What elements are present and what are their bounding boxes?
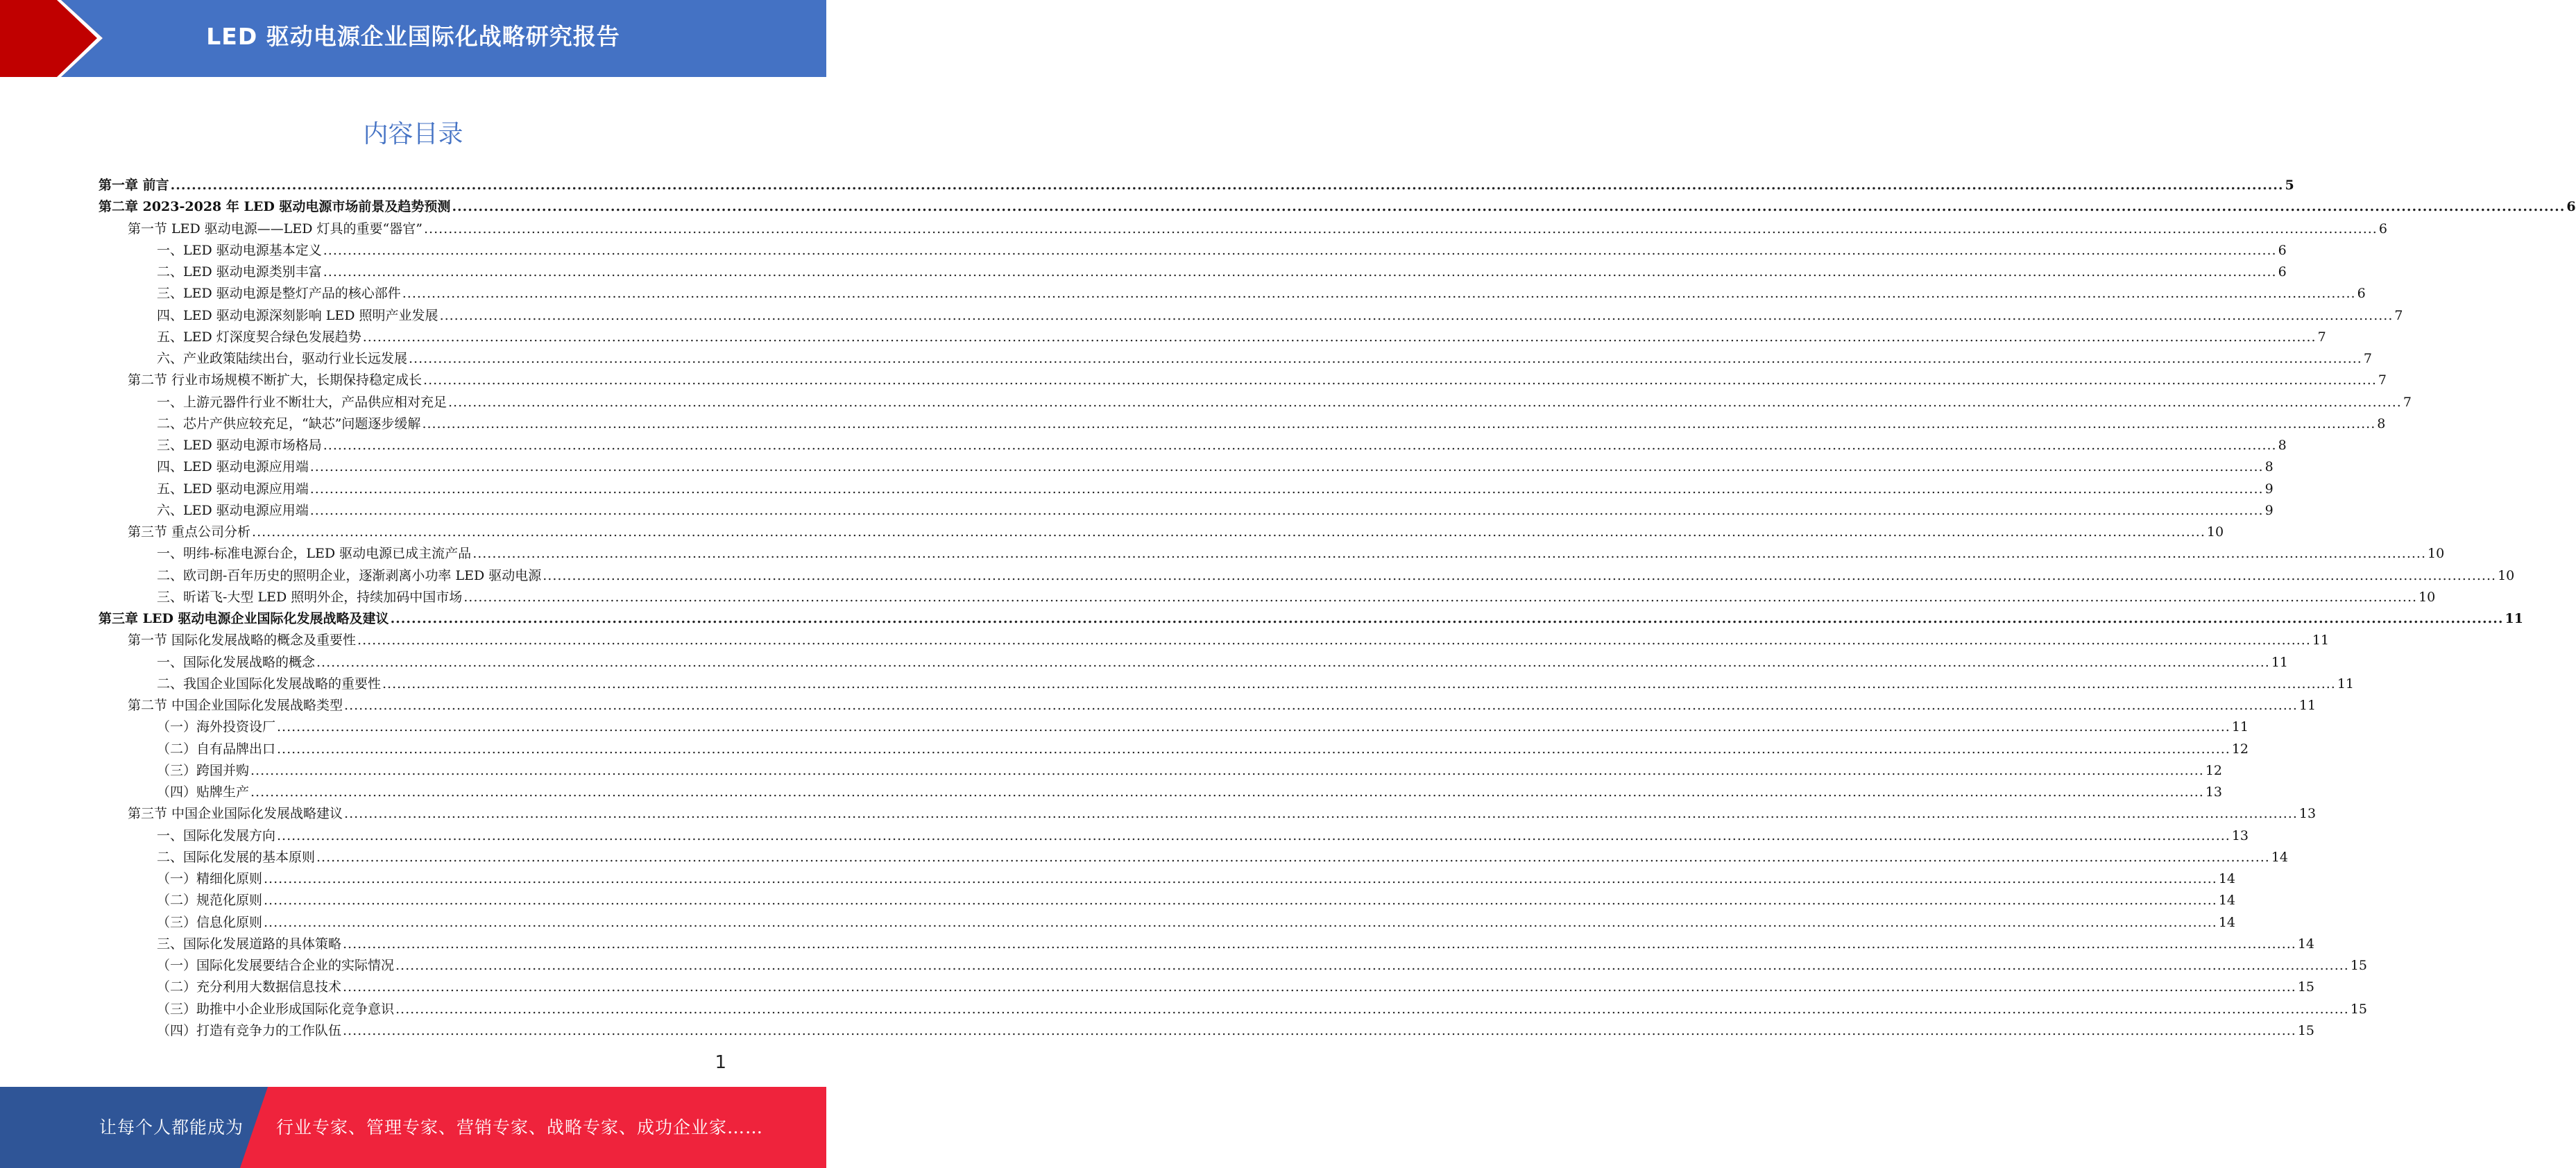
toc-entry-title: 二、欧司朗-百年历史的照明企业，逐渐剥离小功率 LED 驱动电源 [157,567,542,583]
toc-entry-page: 15 [2350,1001,2368,1017]
toc-entry[interactable] [99,652,2289,673]
toc-entry[interactable] [99,803,2317,825]
toc-entry[interactable] [99,283,2366,304]
toc-entry-title: （二）自有品牌出口 [157,741,276,757]
toc-entry-page: 9 [2264,481,2274,497]
toc-entry-title: 五、LED 驱动电源应用端 [157,481,309,497]
toc-entry-title: 二、芯片产供应较充足，“缺芯”问题逐步缓解 [157,415,421,431]
toc-entry-page: 6 [2566,199,2576,215]
toc-entry-title: （一）精细化原则 [157,871,263,886]
toc-leader-dots: ................................................................................................................................................................................................................................................................................................................................................................................................................ [343,1022,2296,1038]
footer-slogan-left: 让每个人都能成为 [99,1117,244,1137]
toc-leader-dots: ................................................................................................................................................................................................................................................................................................................................................................................................................ [382,676,2336,692]
toc-entry-title: 一、国际化发展战略的概念 [157,654,316,670]
toc-entry-page: 7 [2363,351,2372,366]
toc-entry[interactable] [99,543,2445,565]
toc-leader-dots: ................................................................................................................................................................................................................................................................................................................................................................................................................ [409,351,2362,366]
toc-entry-title: 第三章 LED 驱动电源企业国际化发展战略及建议 [99,611,389,626]
toc-leader-dots: ................................................................................................................................................................................................................................................................................................................................................................................................................ [422,415,2376,431]
toc-leader-dots: ................................................................................................................................................................................................................................................................................................................................................................................................................ [463,589,2418,605]
toc-entry-page: 10 [2206,524,2224,540]
toc-entry[interactable] [99,739,2249,760]
toc-heading: 内容目录 [363,120,463,148]
toc-entry[interactable] [99,1020,2315,1042]
toc-entry-page: 12 [2205,762,2223,778]
toc-leader-dots: ................................................................................................................................................................................................................................................................................................................................................................................................................ [264,914,2217,930]
toc-entry-page: 13 [2231,827,2249,843]
toc-entry-title: 第一节 国际化发展战略的概念及重要性 [128,633,357,649]
toc-entry-title: 六、产业政策陆续出台，驱动行业长远发展 [157,351,408,366]
toc-entry-page: 6 [2357,286,2366,302]
toc-entry-title: 第三节 中国企业国际化发展战略建议 [128,806,343,822]
toc-entry[interactable] [99,261,2287,283]
toc-entry-page: 9 [2264,502,2274,518]
toc-entry-title: 三、LED 驱动电源是整灯产品的核心部件 [157,286,401,302]
toc-entry[interactable] [99,782,2223,803]
toc-entry-title: 三、昕诺飞-大型 LED 照明外企，持续加码中国市场 [157,589,463,605]
toc-leader-dots: ................................................................................................................................................................................................................................................................................................................................................................................................................ [424,221,2378,237]
toc-entry[interactable] [99,716,2249,738]
toc-entry-title: 第一节 LED 驱动电源——LED 灯具的重要“器官” [128,221,423,237]
toc-entry-page: 8 [2377,415,2386,431]
toc-leader-dots: ................................................................................................................................................................................................................................................................................................................................................................................................................ [357,633,2311,649]
toc-entry-title: 二、LED 驱动电源类别丰富 [157,264,322,280]
toc-entry-page: 14 [2218,893,2236,909]
toc-leader-dots: ................................................................................................................................................................................................................................................................................................................................................................................................................ [452,199,2566,215]
toc-entry[interactable] [99,327,2326,348]
toc-leader-dots: ................................................................................................................................................................................................................................................................................................................................................................................................................ [264,871,2217,886]
toc-entry[interactable] [99,868,2236,890]
toc-leader-dots: ................................................................................................................................................................................................................................................................................................................................................................................................................ [395,958,2349,973]
toc-entry-title: 第二节 中国企业国际化发展战略类型 [128,698,343,713]
toc-entry-page: 7 [2394,307,2403,323]
toc-entry-page: 10 [2419,589,2436,605]
toc-entry-title: 第三节 重点公司分析 [128,524,251,540]
toc-leader-dots: ................................................................................................................................................................................................................................................................................................................................................................................................................ [316,654,2270,670]
toc-entry[interactable] [99,370,2387,391]
toc-entry-title: 三、国际化发展道路的具体策略 [157,936,342,952]
toc-leader-dots: ................................................................................................................................................................................................................................................................................................................................................................................................................ [448,394,2402,410]
toc-entry-page: 7 [2317,329,2326,345]
page-header [0,0,826,77]
toc-entry[interactable] [99,890,2236,911]
toc-entry-title: 六、LED 驱动电源应用端 [157,502,309,518]
toc-entry-page: 11 [2505,611,2523,626]
toc-leader-dots: ................................................................................................................................................................................................................................................................................................................................................................................................................ [323,264,2277,280]
table-of-contents [99,175,2576,1042]
toc-leader-dots: ................................................................................................................................................................................................................................................................................................................................................................................................................ [344,806,2298,822]
toc-entry-title: 一、LED 驱动电源基本定义 [157,242,322,258]
toc-entry-title: 二、国际化发展的基本原则 [157,849,316,865]
toc-entry[interactable] [99,587,2436,608]
toc-entry-title: 第一章 前言 [99,178,169,193]
toc-entry[interactable] [99,934,2315,955]
toc-entry-page: 6 [2278,264,2287,280]
toc-entry[interactable] [99,825,2249,847]
toc-leader-dots: ................................................................................................................................................................................................................................................................................................................................................................................................................ [439,307,2394,323]
toc-entry-page: 12 [2231,741,2249,757]
toc-leader-dots: ................................................................................................................................................................................................................................................................................................................................................................................................................ [395,1001,2349,1017]
toc-entry[interactable] [99,760,2223,782]
toc-entry-title: （一）国际化发展要结合企业的实际情况 [157,958,395,973]
toc-leader-dots: ................................................................................................................................................................................................................................................................................................................................................................................................................ [316,849,2270,865]
footer-slogan-right: 行业专家、管理专家、营销专家、战略专家、成功企业家…… [276,1117,764,1137]
toc-entry-page: 11 [2337,676,2355,692]
toc-leader-dots: ................................................................................................................................................................................................................................................................................................................................................................................................................ [472,546,2427,562]
toc-entry[interactable] [99,413,2386,435]
toc-leader-dots: ................................................................................................................................................................................................................................................................................................................................................................................................................ [343,936,2296,952]
toc-entry-page: 15 [2350,958,2368,973]
toc-entry-title: （三）跨国并购 [157,762,250,778]
toc-entry[interactable] [99,218,2387,240]
report-title: LED 驱动电源企业国际化战略研究报告 [206,23,620,50]
toc-leader-dots: ................................................................................................................................................................................................................................................................................................................................................................................................................ [250,784,2204,800]
toc-entry-page: 14 [2218,871,2236,886]
toc-entry-title: 第二节 行业市场规模不断扩大，长期保持稳定成长 [128,372,423,388]
toc-entry-title: （四）打造有竞争力的工作队伍 [157,1022,342,1038]
toc-entry-page: 14 [2297,936,2315,952]
toc-entry-page: 6 [2278,242,2287,258]
toc-entry-page: 13 [2205,784,2223,800]
toc-leader-dots: ................................................................................................................................................................................................................................................................................................................................................................................................................ [423,372,2377,388]
toc-entry-title: 第二章 2023-2028 年 LED 驱动电源市场前景及趋势预测 [99,199,451,215]
toc-entry-title: （二）充分利用大数据信息技术 [157,979,342,995]
toc-leader-dots: ................................................................................................................................................................................................................................................................................................................................................................................................................ [344,698,2298,713]
toc-leader-dots: ................................................................................................................................................................................................................................................................................................................................................................................................................ [277,827,2230,843]
toc-entry-page: 13 [2298,806,2317,822]
toc-entry[interactable] [99,999,2368,1020]
toc-entry[interactable] [99,912,2236,934]
toc-entry-title: （一）海外投资设厂 [157,719,276,735]
toc-entry-title: 三、LED 驱动电源市场格局 [157,438,322,453]
toc-entry-title: （四）贴牌生产 [157,784,250,800]
toc-entry-title: 一、上游元器件行业不断壮大，产品供应相对充足 [157,394,447,410]
page-footer [0,1087,826,1168]
toc-leader-dots: ................................................................................................................................................................................................................................................................................................................................................................................................................ [309,502,2264,518]
toc-entry-page: 14 [2271,849,2289,865]
toc-entry[interactable] [99,695,2317,716]
toc-entry-page: 7 [2403,394,2412,410]
toc-leader-dots: ................................................................................................................................................................................................................................................................................................................................................................................................................ [343,979,2296,995]
toc-entry-page: 11 [2312,633,2330,649]
toc-entry-title: （二）规范化原则 [157,893,263,909]
toc-entry-title: 一、明纬-标准电源台企，LED 驱动电源已成主流产品 [157,546,472,562]
toc-entry-page: 11 [2298,698,2317,713]
toc-entry-title: 五、LED 灯深度契合绿色发展趋势 [157,329,361,345]
toc-entry-title: 四、LED 驱动电源深刻影响 LED 照明产业发展 [157,307,438,323]
toc-entry-title: （三）信息化原则 [157,914,263,930]
toc-entry-page: 5 [2285,178,2294,193]
toc-entry-title: 一、国际化发展方向 [157,827,276,843]
toc-leader-dots: ................................................................................................................................................................................................................................................................................................................................................................................................................ [277,741,2230,757]
toc-entry[interactable] [99,456,2274,478]
toc-entry[interactable] [99,565,2515,587]
toc-entry[interactable] [99,240,2287,261]
toc-leader-dots: ................................................................................................................................................................................................................................................................................................................................................................................................................ [170,178,2284,193]
toc-entry-title: （三）助推中小企业形成国际化竞争意识 [157,1001,395,1017]
toc-entry-page: 10 [2428,546,2445,562]
page-number: 1 [715,1052,726,1073]
toc-leader-dots: ................................................................................................................................................................................................................................................................................................................................................................................................................ [277,719,2230,735]
toc-entry-page: 8 [2264,459,2274,475]
toc-entry[interactable] [99,435,2287,456]
toc-leader-dots: ................................................................................................................................................................................................................................................................................................................................................................................................................ [390,611,2504,626]
toc-leader-dots: ................................................................................................................................................................................................................................................................................................................................................................................................................ [323,242,2277,258]
toc-entry-title: 二、我国企业国际化发展战略的重要性 [157,676,382,692]
toc-entry[interactable] [99,500,2274,522]
toc-leader-dots: ................................................................................................................................................................................................................................................................................................................................................................................................................ [264,893,2217,909]
toc-leader-dots: ................................................................................................................................................................................................................................................................................................................................................................................................................ [309,459,2264,475]
toc-entry-page: 11 [2231,719,2249,735]
toc-entry[interactable] [99,175,2294,196]
toc-entry[interactable] [99,392,2412,413]
toc-entry-page: 11 [2271,654,2289,670]
toc-entry-page: 6 [2378,221,2387,237]
toc-entry-page: 14 [2218,914,2236,930]
toc-entry[interactable] [99,955,2368,977]
toc-entry[interactable] [99,522,2224,543]
toc-leader-dots: ................................................................................................................................................................................................................................................................................................................................................................................................................ [323,438,2277,453]
toc-entry[interactable] [99,977,2315,998]
toc-leader-dots: ................................................................................................................................................................................................................................................................................................................................................................................................................ [543,567,2497,583]
toc-entry-page: 7 [2378,372,2387,388]
toc-entry-page: 10 [2498,567,2515,583]
toc-entry-page: 15 [2297,979,2315,995]
toc-entry[interactable] [99,348,2372,370]
toc-leader-dots: ................................................................................................................................................................................................................................................................................................................................................................................................................ [402,286,2356,302]
toc-entry-title: 四、LED 驱动电源应用端 [157,459,309,475]
toc-entry[interactable] [99,608,2523,630]
toc-entry[interactable] [99,630,2330,651]
toc-leader-dots: ................................................................................................................................................................................................................................................................................................................................................................................................................ [250,762,2204,778]
toc-entry-page: 15 [2297,1022,2315,1038]
toc-entry[interactable] [99,479,2274,500]
toc-entry[interactable] [99,196,2576,218]
toc-entry[interactable] [99,673,2355,695]
toc-leader-dots: ................................................................................................................................................................................................................................................................................................................................................................................................................ [309,481,2264,497]
toc-entry[interactable] [99,847,2289,868]
toc-leader-dots: ................................................................................................................................................................................................................................................................................................................................................................................................................ [362,329,2317,345]
toc-leader-dots: ................................................................................................................................................................................................................................................................................................................................................................................................................ [252,524,2206,540]
toc-entry[interactable] [99,305,2403,327]
toc-entry-page: 8 [2278,438,2287,453]
